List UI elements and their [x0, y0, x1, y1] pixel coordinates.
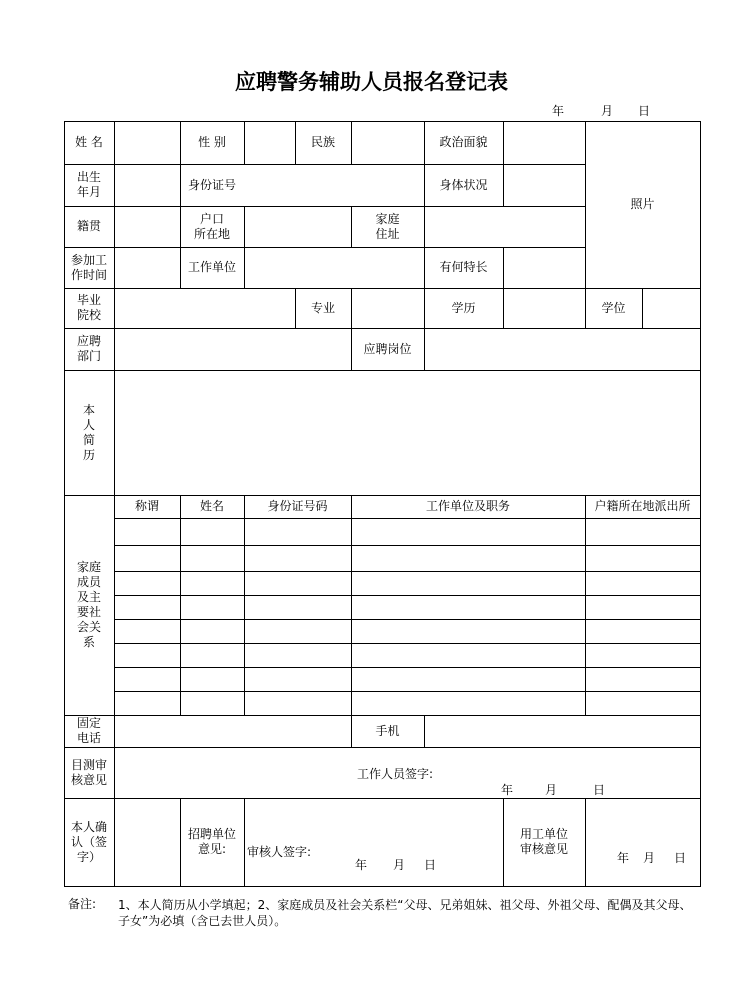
home-address-field[interactable]	[424, 206, 585, 247]
family-header-id: 身份证号码	[267, 499, 328, 513]
ethnicity-label: 民族	[310, 135, 335, 149]
review-date-year: 年	[501, 783, 514, 797]
ethnicity-field[interactable]	[351, 121, 424, 164]
degree-label: 学位	[601, 300, 626, 315]
employer-date-month: 月	[643, 851, 656, 865]
note-label: 备注:	[68, 897, 97, 911]
note-text: 1、本人简历从小学填起；2、家庭成员及社会关系栏“父母、兄弟姐妹、祖父母、外祖父母、配偶及其父母、子女”为必填（含已去世人员）。	[118, 898, 692, 928]
recruit-date-month: 月	[393, 858, 406, 872]
household-field[interactable]	[244, 206, 351, 247]
review-date-month: 月	[545, 783, 558, 797]
major-label: 专业	[310, 300, 335, 315]
political-status-field[interactable]	[503, 121, 585, 164]
family-table-body[interactable]	[114, 518, 700, 715]
recruit-date-day: 日	[424, 858, 437, 872]
visual-review-label: 目测审 核意见	[70, 757, 107, 787]
native-place-field[interactable]	[114, 206, 180, 247]
education-field[interactable]	[503, 288, 585, 328]
employer-label: 工作单位	[187, 260, 236, 274]
employer-field[interactable]	[244, 247, 424, 288]
birth-label: 出生 年月	[76, 170, 101, 199]
header-date-day: 日	[638, 104, 651, 118]
health-label: 身体状况	[439, 177, 488, 192]
recruit-unit-label: 招聘单位 意见:	[187, 827, 236, 856]
form-title: 应聘警务辅助人员报名登记表	[235, 69, 508, 94]
employer-date-day: 日	[674, 851, 687, 865]
family-header-relation: 称谓	[134, 499, 159, 513]
review-date-day: 日	[593, 783, 606, 797]
resume-label: 本 人 简 历	[82, 402, 95, 462]
mobile-field[interactable]	[424, 715, 700, 747]
work-start-label: 参加工 作时间	[70, 252, 107, 282]
graduated-from-label: 毕业 院校	[76, 293, 101, 322]
employer-review-label: 用工单位 审核意见	[519, 827, 568, 856]
apply-post-field[interactable]	[424, 328, 700, 370]
resume-field[interactable]	[114, 370, 700, 495]
health-field[interactable]	[503, 164, 585, 206]
degree-field[interactable]	[642, 288, 700, 328]
graduated-from-field[interactable]	[114, 288, 295, 328]
major-field[interactable]	[351, 288, 424, 328]
household-label: 户口 所在地	[193, 211, 230, 241]
name-label: 姓 名	[75, 135, 103, 149]
specialty-field[interactable]	[503, 247, 585, 288]
education-label: 学历	[451, 300, 476, 315]
phone-label: 固定 电话	[76, 716, 101, 745]
reviewer-sign-label: 审核人签字:	[247, 845, 312, 859]
apply-dept-label: 应聘 部门	[76, 334, 101, 363]
native-place-label: 籍贯	[76, 219, 101, 233]
self-confirm-label: 本人确 认（签 字）	[70, 819, 107, 864]
header-date-year: 年	[552, 104, 565, 118]
self-confirm-field[interactable]	[114, 798, 180, 886]
family-header-employer: 工作单位及职务	[425, 499, 510, 513]
id-number-field[interactable]	[244, 164, 424, 206]
family-header-police-station: 户籍所在地派出所	[594, 499, 691, 513]
name-field[interactable]	[114, 121, 180, 164]
header-date-month: 月	[601, 104, 614, 118]
mobile-label: 手机	[375, 723, 400, 738]
birth-field[interactable]	[114, 164, 180, 206]
employer-date-year: 年	[617, 851, 630, 865]
home-address-label: 家庭 住址	[375, 211, 400, 241]
gender-label: 性 别	[198, 135, 226, 149]
staff-sign-label: 工作人员签字:	[357, 767, 434, 781]
photo-box[interactable]: 照片	[630, 197, 655, 211]
family-label: 家庭 成员 及主 要社 会关 系	[76, 560, 101, 649]
recruit-date-year: 年	[355, 858, 368, 872]
work-start-field[interactable]	[114, 247, 180, 288]
apply-post-label: 应聘岗位	[363, 341, 412, 356]
family-header-name: 姓名	[199, 499, 224, 513]
political-status-label: 政治面貌	[439, 135, 488, 149]
apply-dept-field[interactable]	[114, 328, 351, 370]
id-number-label: 身份证号	[187, 177, 236, 192]
specialty-label: 有何特长	[439, 260, 488, 274]
phone-field[interactable]	[114, 715, 351, 747]
gender-field[interactable]	[244, 121, 295, 164]
